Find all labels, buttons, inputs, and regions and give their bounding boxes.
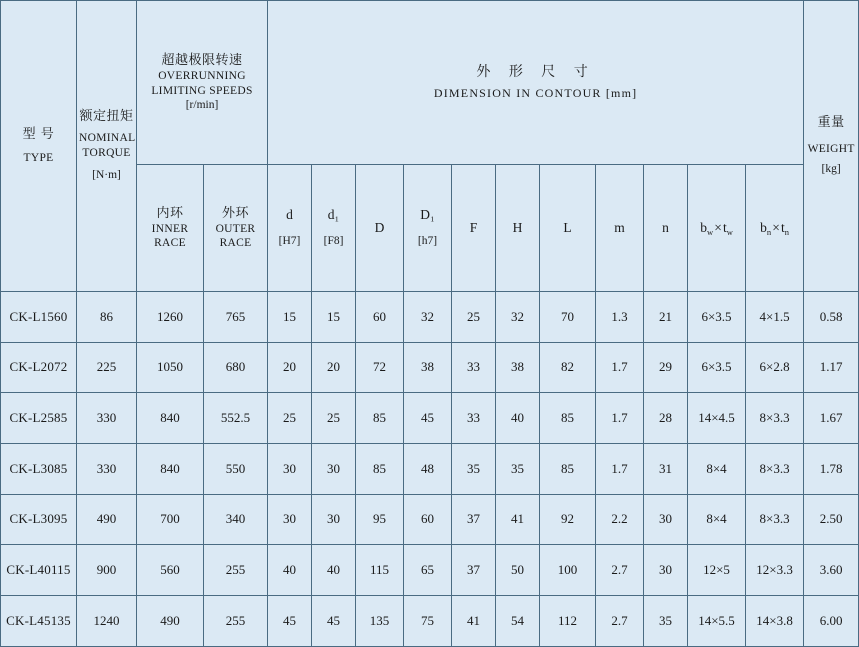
header-fit-d: [H7] [278,235,301,248]
header-fit-D1: [h7] [417,235,438,248]
cell-weight: 1.67 [804,393,859,444]
cell-L: 70 [540,291,596,342]
cell-m: 1.7 [596,444,644,495]
header-fit-d1: [F8] [323,235,344,248]
header-sym-bw-tw: $b_w$ × $t_w$ [700,219,733,237]
cell-n: 21 [644,291,688,342]
cell-F: 33 [452,342,496,393]
cell-torque: 1240 [77,596,137,647]
header-type-en: TYPE [23,151,54,164]
header-weight-unit: [kg] [821,163,841,176]
cell-n: 29 [644,342,688,393]
cell-outer-speed: 340 [204,494,268,545]
cell-inner-speed: 840 [137,393,204,444]
header-dimension-cn: 外 形 尺 寸 [476,64,595,81]
cell-n: 30 [644,494,688,545]
header-outer-en2: RACE [219,237,252,250]
header-col-F [452,165,496,291]
cell-F: 25 [452,291,496,342]
cell-H: 54 [496,596,540,647]
header-type-cn: 型 号 [22,126,55,142]
cell-bn-tn: 8×3.3 [746,393,804,444]
cell-weight: 1.78 [804,444,859,495]
cell-torque: 490 [77,494,137,545]
cell-n: 35 [644,596,688,647]
cell-m: 1.7 [596,393,644,444]
header-speeds-unit: [r/min] [185,99,219,111]
header-weight [804,1,859,292]
header-col-d1 [312,165,356,291]
header-row-1 [1,1,859,165]
cell-F: 41 [452,596,496,647]
header-dimension-en: DIMENSION IN CONTOUR [mm] [433,85,638,100]
header-col-bn-tn [746,165,804,291]
header-col-d [268,165,312,291]
header-inner-en1: INNER [151,222,189,235]
cell-bn-tn: 12×3.3 [746,545,804,596]
cell-D1: 45 [404,393,452,444]
header-col-D [356,165,404,291]
cell-D: 135 [356,596,404,647]
cell-d1: 20 [312,342,356,393]
cell-d: 30 [268,494,312,545]
header-inner-cn: 内环 [156,205,184,221]
cell-bn-tn: 4×1.5 [746,291,804,342]
cell-H: 50 [496,545,540,596]
cell-m: 2.2 [596,494,644,545]
cell-type: CK-L2585 [1,393,77,444]
cell-L: 82 [540,342,596,393]
header-speeds-cn: 超越极限转速 [161,53,243,68]
cell-bw-tw: 6×3.5 [688,291,746,342]
cell-D: 72 [356,342,404,393]
header-sym-D: D [374,219,385,235]
header-outer-race [204,165,268,291]
header-inner-race [137,165,204,291]
cell-inner-speed: 1260 [137,291,204,342]
cell-F: 37 [452,545,496,596]
cell-bw-tw: 12×5 [688,545,746,596]
cell-n: 28 [644,393,688,444]
cell-outer-speed: 765 [204,291,268,342]
cell-d: 25 [268,393,312,444]
cell-bn-tn: 8×3.3 [746,494,804,545]
cell-D1: 38 [404,342,452,393]
table-row [1,596,859,647]
header-col-bw-tw [688,165,746,291]
header-torque-en2: TORQUE [82,146,131,159]
header-torque-en1: NOMINAL [79,132,136,145]
cell-type: CK-L3085 [1,444,77,495]
cell-L: 85 [540,444,596,495]
cell-torque: 330 [77,393,137,444]
cell-weight: 0.58 [804,291,859,342]
cell-d1: 30 [312,444,356,495]
cell-F: 33 [452,393,496,444]
cell-weight: 3.60 [804,545,859,596]
header-torque-cn: 额定扭矩 [79,109,134,125]
cell-bw-tw: 6×3.5 [688,342,746,393]
header-sym-F: F [469,219,478,235]
cell-outer-speed: 255 [204,545,268,596]
table-row [1,393,859,444]
header-col-n [644,165,688,291]
cell-D: 85 [356,444,404,495]
cell-type: CK-L3095 [1,494,77,545]
cell-d1: 15 [312,291,356,342]
table-row [1,494,859,545]
cell-outer-speed: 550 [204,444,268,495]
cell-D: 115 [356,545,404,596]
cell-H: 35 [496,444,540,495]
header-weight-cn: 重量 [817,115,845,131]
cell-torque: 900 [77,545,137,596]
cell-bn-tn: 14×3.8 [746,596,804,647]
header-sym-n: n [662,219,669,235]
cell-weight: 2.50 [804,494,859,545]
cell-D1: 32 [404,291,452,342]
cell-d: 45 [268,596,312,647]
cell-d: 20 [268,342,312,393]
cell-inner-speed: 490 [137,596,204,647]
cell-D: 60 [356,291,404,342]
cell-m: 2.7 [596,545,644,596]
cell-d1: 45 [312,596,356,647]
header-speeds-en2: LIMITING SPEEDS [151,84,253,97]
cell-outer-speed: 552.5 [204,393,268,444]
header-speeds-en1: OVERRUNNING [158,70,246,83]
cell-torque: 86 [77,291,137,342]
cell-H: 41 [496,494,540,545]
cell-outer-speed: 255 [204,596,268,647]
cell-m: 1.3 [596,291,644,342]
cell-type: CK-L2072 [1,342,77,393]
header-col-H [496,165,540,291]
cell-bw-tw: 14×5.5 [688,596,746,647]
header-sym-d: d [286,207,293,223]
cell-type: CK-L45135 [1,596,77,647]
header-dimension-contour [268,1,804,165]
cell-n: 31 [644,444,688,495]
cell-d1: 25 [312,393,356,444]
cell-type: CK-L40115 [1,545,77,596]
header-torque-unit: [N·m] [92,169,121,182]
cell-H: 40 [496,393,540,444]
header-weight-en: WEIGHT [807,142,855,155]
header-col-D1 [404,165,452,291]
cell-d: 15 [268,291,312,342]
table-row [1,291,859,342]
cell-d: 30 [268,444,312,495]
cell-bn-tn: 6×2.8 [746,342,804,393]
header-overrunning-speeds [137,1,268,165]
header-type [1,1,77,292]
header-col-m [596,165,644,291]
cell-inner-speed: 560 [137,545,204,596]
cell-L: 112 [540,596,596,647]
cell-D1: 65 [404,545,452,596]
header-sym-H: H [512,219,523,235]
cell-weight: 1.17 [804,342,859,393]
cell-d1: 30 [312,494,356,545]
header-col-L [540,165,596,291]
table-row [1,444,859,495]
cell-D: 95 [356,494,404,545]
cell-H: 32 [496,291,540,342]
cell-bw-tw: 8×4 [688,444,746,495]
cell-m: 2.7 [596,596,644,647]
cell-inner-speed: 700 [137,494,204,545]
header-sym-D1: D₁ [420,207,435,223]
cell-m: 1.7 [596,342,644,393]
cell-torque: 330 [77,444,137,495]
header-sym-d1: d₁ [327,207,340,223]
header-outer-cn: 外环 [222,205,250,221]
header-sym-m: m [614,219,625,235]
table-row [1,545,859,596]
cell-bw-tw: 14×4.5 [688,393,746,444]
header-inner-en2: RACE [154,237,186,250]
table-row [1,342,859,393]
cell-n: 30 [644,545,688,596]
cell-inner-speed: 840 [137,444,204,495]
cell-D: 85 [356,393,404,444]
cell-D1: 75 [404,596,452,647]
cell-F: 35 [452,444,496,495]
header-outer-en1: OUTER [215,222,256,235]
cell-d: 40 [268,545,312,596]
cell-L: 100 [540,545,596,596]
header-sym-bn-tn: $b_n$ × $t_n$ [760,219,790,237]
cell-type: CK-L1560 [1,291,77,342]
header-sym-L: L [563,219,572,235]
header-nominal-torque [77,1,137,292]
cell-bn-tn: 8×3.3 [746,444,804,495]
cell-inner-speed: 1050 [137,342,204,393]
cell-H: 38 [496,342,540,393]
cell-outer-speed: 680 [204,342,268,393]
cell-bw-tw: 8×4 [688,494,746,545]
cell-D1: 60 [404,494,452,545]
cell-D1: 48 [404,444,452,495]
cell-L: 92 [540,494,596,545]
cell-torque: 225 [77,342,137,393]
cell-weight: 6.00 [804,596,859,647]
cell-F: 37 [452,494,496,545]
cell-d1: 40 [312,545,356,596]
cell-L: 85 [540,393,596,444]
